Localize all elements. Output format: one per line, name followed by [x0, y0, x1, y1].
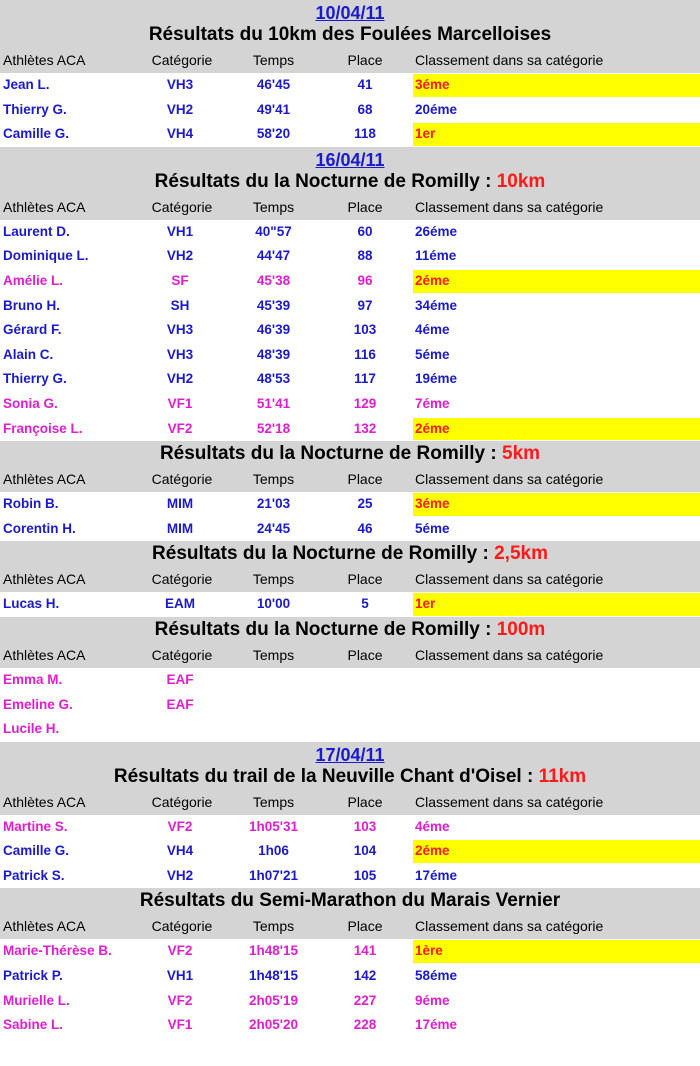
race-date: 10/04/11: [315, 3, 385, 23]
result-row: [0, 294, 700, 319]
rank-highlight: [413, 123, 700, 146]
race-title: [0, 169, 700, 195]
athlete-time: 52'18: [256, 420, 291, 436]
athlete-name: Camille G.: [3, 843, 70, 859]
athlete-place: 117: [354, 371, 376, 387]
athlete-name: Murielle L.: [3, 992, 70, 1008]
header-athletes: Athlètes ACA: [3, 793, 86, 810]
athlete-place: 105: [353, 867, 377, 883]
athlete-name: Gérard F.: [3, 322, 62, 338]
athlete-time: 21'03: [256, 496, 291, 512]
athlete-name: Sonia G.: [3, 395, 58, 411]
header-rank: Classement dans sa catégorie: [415, 571, 604, 588]
result-row: [0, 343, 700, 368]
result-row: [0, 318, 700, 343]
race-header: [0, 888, 700, 939]
race-title-text: Résultats du la Nocturne de Romilly :: [159, 443, 503, 465]
athlete-rank: 2éme: [415, 843, 450, 859]
athlete-place: 116: [354, 346, 376, 362]
athlete-time: 10'00: [256, 596, 291, 612]
header-category: Catégorie: [151, 646, 213, 663]
athlete-category: EAM: [165, 596, 195, 612]
athlete-place: 104: [353, 843, 377, 859]
result-row: [0, 269, 700, 294]
column-headers: [0, 467, 700, 492]
athlete-place: 96: [357, 272, 373, 288]
result-row: [0, 244, 700, 269]
race-section: [0, 888, 700, 1037]
race-header: [0, 441, 700, 492]
result-row: [0, 98, 700, 123]
header-place: Place: [347, 571, 383, 588]
athlete-category: EAF: [166, 671, 194, 687]
athlete-time: 24'45: [256, 520, 291, 536]
header-athletes: Athlètes ACA: [3, 198, 86, 215]
athlete-rank: 58éme: [415, 968, 458, 984]
race-date: 16/04/11: [315, 149, 385, 170]
athlete-category: VH1: [166, 968, 194, 984]
result-row: [0, 367, 700, 392]
athlete-name: Patrick P.: [3, 968, 63, 984]
result-row: [0, 939, 700, 964]
header-time: Temps: [252, 793, 295, 810]
header-place: Place: [347, 793, 383, 810]
athlete-time: 1h06: [258, 843, 289, 859]
athlete-name: Bruno H.: [3, 297, 60, 313]
athlete-time: 1h05'31: [249, 818, 298, 834]
header-category: Catégorie: [151, 471, 213, 488]
athlete-time: 49'41: [256, 101, 291, 117]
athlete-time: 1h48'15: [249, 968, 298, 984]
athlete-name: Dominique L.: [3, 248, 89, 264]
race-date-row: [0, 147, 700, 169]
result-row: [0, 989, 700, 1014]
header-time: Temps: [252, 918, 295, 935]
athlete-name: Laurent D.: [3, 223, 70, 239]
athlete-rank: 5éme: [415, 520, 450, 536]
athlete-time: 2h05'20: [249, 1017, 298, 1033]
rank-highlight: [413, 74, 700, 97]
race-title-text: Résultats du la Nocturne de Romilly :: [152, 543, 495, 565]
header-place: Place: [347, 471, 383, 488]
athlete-category: VH2: [166, 371, 194, 387]
header-rank: Classement dans sa catégorie: [415, 646, 604, 663]
athlete-rank: 19éme: [415, 371, 458, 387]
athlete-category: SF: [171, 272, 189, 288]
athlete-category: VH3: [166, 322, 194, 338]
athlete-category: VH2: [166, 867, 194, 883]
athlete-place: 41: [357, 77, 373, 92]
athlete-category: MIM: [166, 496, 194, 512]
athlete-name: Alain C.: [3, 346, 54, 362]
header-place: Place: [347, 198, 383, 215]
athlete-time: 1h48'15: [249, 943, 298, 959]
result-row: [0, 717, 700, 742]
athlete-category: VH4: [166, 126, 194, 142]
result-row: [0, 492, 700, 517]
race-header: [0, 742, 700, 815]
result-row: [0, 73, 700, 98]
column-headers: [0, 643, 700, 668]
athlete-time: 51'41: [256, 395, 291, 411]
athlete-name: Lucile H.: [3, 721, 60, 737]
athlete-category: VF1: [167, 395, 193, 411]
race-section: [0, 147, 700, 441]
race-title-text: Résultats du Semi-Marathon du Marais Vernier: [139, 890, 561, 912]
athlete-rank: 1ère: [415, 943, 443, 959]
athlete-rank: 17éme: [415, 867, 458, 883]
race-date: 17/04/11: [315, 744, 385, 765]
athlete-time: 1h07'21: [249, 867, 298, 883]
column-headers: [0, 914, 700, 939]
athlete-rank: 3éme: [415, 496, 450, 512]
athlete-category: VH1: [166, 223, 194, 239]
race-title-text: Résultats du 10km des Foulées Marcelloises: [148, 24, 552, 45]
header-place: Place: [347, 52, 383, 68]
race-title-text: Résultats du trail de la Neuville Chant d'Oisel :: [113, 765, 539, 787]
header-place: Place: [347, 646, 383, 663]
race-distance: 11km: [538, 765, 587, 787]
rank-highlight: [413, 840, 700, 863]
race-title: [0, 22, 700, 48]
result-row: [0, 815, 700, 840]
athlete-rank: 1er: [415, 126, 436, 142]
athlete-category: VH3: [166, 77, 194, 92]
race-distance: 10km: [496, 170, 546, 192]
result-row: [0, 864, 700, 889]
result-row: [0, 839, 700, 864]
header-athletes: Athlètes ACA: [3, 52, 86, 68]
result-row: [0, 592, 700, 617]
header-category: Catégorie: [151, 918, 213, 935]
race-section: [0, 541, 700, 617]
athlete-place: 228: [353, 1017, 377, 1033]
athlete-name: Thierry G.: [3, 101, 67, 117]
header-athletes: Athlètes ACA: [3, 571, 86, 588]
athlete-place: 142: [353, 968, 377, 984]
athlete-category: VH3: [166, 346, 194, 362]
athlete-category: VF2: [167, 992, 193, 1008]
result-row: [0, 964, 700, 989]
athlete-time: 44'47: [256, 248, 291, 264]
result-row: [0, 417, 700, 442]
header-place: Place: [347, 918, 383, 935]
race-header: [0, 541, 700, 592]
athlete-time: 46'39: [256, 322, 291, 338]
athlete-rank: 2éme: [415, 420, 450, 436]
athlete-time: 45'39: [256, 297, 291, 313]
header-athletes: Athlètes ACA: [3, 646, 86, 663]
column-headers: [0, 195, 700, 220]
rank-highlight: [413, 270, 700, 293]
athlete-name: Martine S.: [3, 818, 68, 834]
column-headers: [0, 567, 700, 592]
athlete-rank: 9éme: [415, 992, 450, 1008]
athlete-place: 5: [361, 596, 369, 612]
athlete-rank: 4éme: [415, 322, 450, 338]
race-title-text: Résultats du la Nocturne de Romilly :: [154, 170, 497, 192]
race-title: [0, 764, 700, 790]
athlete-category: VH2: [166, 248, 194, 264]
athlete-place: 60: [357, 223, 373, 239]
athlete-name: Jean L.: [3, 77, 50, 92]
race-title: [0, 441, 700, 467]
athlete-place: 132: [353, 420, 377, 436]
header-category: Catégorie: [151, 571, 213, 588]
athlete-category: VF2: [167, 420, 193, 436]
header-category: Catégorie: [151, 52, 213, 68]
header-time: Temps: [252, 198, 295, 215]
header-rank: Classement dans sa catégorie: [415, 471, 604, 488]
athlete-place: 141: [353, 943, 377, 959]
rank-highlight: [413, 418, 700, 441]
column-headers: [0, 48, 700, 73]
header-athletes: Athlètes ACA: [3, 918, 86, 935]
athlete-rank: 26éme: [415, 223, 458, 239]
athlete-rank: 34éme: [415, 297, 458, 313]
athlete-name: Corentin H.: [3, 520, 76, 536]
athlete-category: VH4: [166, 843, 194, 859]
race-date-row: [0, 742, 700, 764]
race-title: [0, 888, 700, 914]
athlete-name: Robin B.: [3, 496, 59, 512]
race-section: [0, 0, 700, 147]
athlete-rank: 4éme: [415, 818, 450, 834]
athlete-place: 129: [353, 395, 377, 411]
result-row: [0, 668, 700, 693]
athlete-category: SH: [170, 297, 190, 313]
athlete-rank: 3éme: [415, 77, 450, 92]
athlete-name: Amélie L.: [3, 272, 64, 288]
athlete-rank: 20éme: [415, 101, 458, 117]
athlete-place: 88: [357, 248, 373, 264]
athlete-category: VF1: [167, 1017, 193, 1033]
header-rank: Classement dans sa catégorie: [415, 52, 604, 68]
result-row: [0, 693, 700, 718]
athlete-rank: 2éme: [415, 272, 450, 288]
athlete-time: 48'53: [256, 371, 291, 387]
athlete-name: Emeline G.: [3, 696, 73, 712]
race-header: [0, 147, 700, 220]
header-time: Temps: [252, 646, 295, 663]
race-date-row: [0, 0, 700, 22]
athlete-rank: 17éme: [415, 1017, 458, 1033]
race-title: [0, 617, 700, 643]
column-headers: [0, 790, 700, 815]
athlete-time: 45'38: [256, 272, 291, 288]
race-title: [0, 541, 700, 567]
header-rank: Classement dans sa catégorie: [415, 793, 604, 810]
athlete-category: VF2: [167, 818, 193, 834]
race-title-text: Résultats du la Nocturne de Romilly :: [154, 618, 497, 640]
header-rank: Classement dans sa catégorie: [415, 198, 604, 215]
athlete-place: 103: [353, 322, 377, 338]
athlete-place: 103: [353, 818, 377, 834]
result-row: [0, 122, 700, 147]
rank-highlight: [413, 593, 700, 616]
header-category: Catégorie: [151, 198, 213, 215]
athlete-name: Thierry G.: [3, 371, 67, 387]
race-section: [0, 617, 700, 742]
race-section: [0, 742, 700, 889]
header-time: Temps: [252, 52, 295, 68]
athlete-rank: 11éme: [415, 248, 457, 264]
header-time: Temps: [252, 571, 295, 588]
header-rank: Classement dans sa catégorie: [415, 918, 604, 935]
athlete-name: Françoise L.: [3, 420, 83, 436]
athlete-place: 118: [354, 126, 376, 142]
header-athletes: Athlètes ACA: [3, 471, 86, 488]
race-section: [0, 441, 700, 541]
athlete-place: 227: [353, 992, 377, 1008]
result-row: [0, 392, 700, 417]
athlete-name: Patrick S.: [3, 867, 65, 883]
race-distance: 100m: [496, 618, 546, 640]
result-row: [0, 220, 700, 245]
race-distance: 2,5km: [494, 543, 548, 565]
athlete-place: 25: [357, 496, 373, 512]
athlete-name: Sabine L.: [3, 1017, 64, 1033]
athlete-time: 58'20: [256, 126, 291, 142]
athlete-rank: 1er: [415, 596, 436, 612]
athlete-category: MIM: [166, 520, 194, 536]
athlete-place: 46: [357, 520, 373, 536]
race-distance: 5km: [502, 443, 541, 465]
athlete-category: VF2: [167, 943, 193, 959]
athlete-rank: 5éme: [415, 346, 450, 362]
header-category: Catégorie: [151, 793, 213, 810]
athlete-time: 40"57: [255, 223, 292, 239]
athlete-place: 97: [357, 297, 373, 313]
athlete-category: EAF: [166, 696, 194, 712]
rank-highlight: [413, 493, 700, 516]
athlete-name: Lucas H.: [3, 596, 60, 612]
athlete-place: 68: [357, 101, 373, 117]
race-header: [0, 0, 700, 73]
athlete-time: 48'39: [256, 346, 291, 362]
athlete-rank: 7éme: [415, 395, 450, 411]
header-time: Temps: [252, 471, 295, 488]
result-row: [0, 517, 700, 542]
athlete-category: VH2: [166, 101, 194, 117]
athlete-name: Camille G.: [3, 126, 70, 142]
athlete-time: 46'45: [256, 77, 291, 92]
race-header: [0, 617, 700, 668]
rank-highlight: [413, 940, 700, 963]
athlete-name: Emma M.: [3, 671, 63, 687]
athlete-time: 2h05'19: [249, 992, 298, 1008]
athlete-name: Marie-Thérèse B.: [3, 943, 112, 959]
result-row: [0, 1013, 700, 1038]
